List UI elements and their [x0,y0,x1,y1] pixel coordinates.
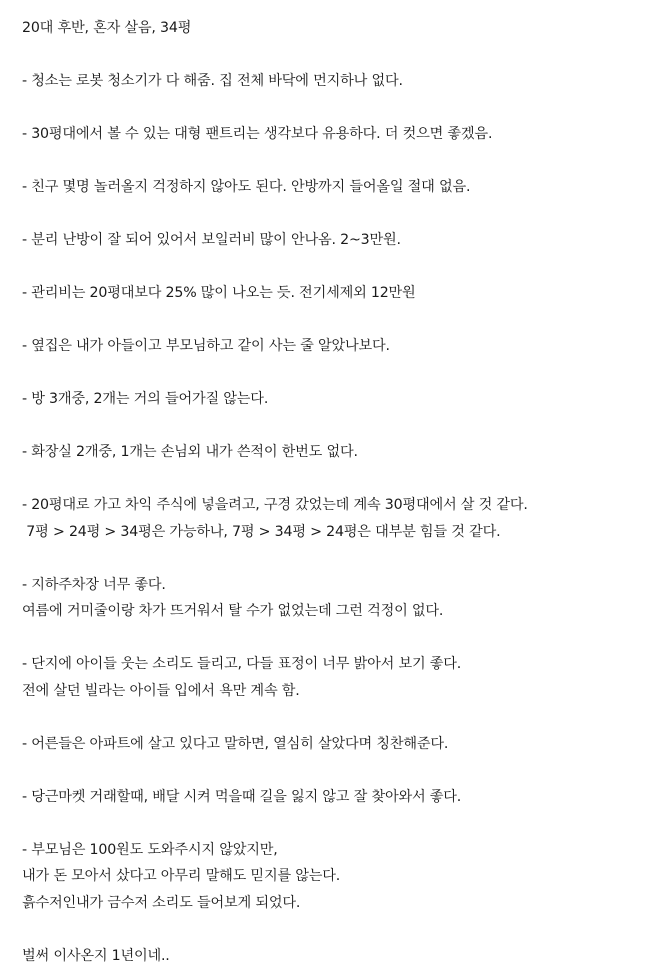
text-line: - 단지에 아이들 웃는 소리도 들리고, 다들 표정이 너무 밝아서 보기 좋다. [22,656,462,672]
text-line: - 방 3개중, 2개는 거의 들어가질 않는다. [22,391,269,407]
text-line: - 20평대로 가고 차익 주식에 넣을려고, 구경 갔었는데 계속 30평대에서 살 것 같다. [22,497,528,513]
blank-line [22,42,652,69]
text-line: 벌써 이사온지 1년이네.. [22,947,170,964]
blank-line [22,360,652,387]
post-header: 20대 후반, 혼자 살음, 34평 [22,20,192,36]
text-line: 여름에 거미줄이랑 차가 뜨거워서 탈 수가 없었는데 그런 걱정이 없다. [22,603,444,619]
blank-line [22,148,652,175]
text-line: 전에 살던 빌라는 아이들 입에서 욕만 계속 함. [22,682,300,699]
blank-line [22,466,652,493]
blank-line [22,413,652,440]
blank-line [22,201,652,228]
text-line: 내가 돈 모아서 샀다고 아무리 말해도 믿지를 않는다. [22,868,341,884]
blank-line [22,95,652,122]
text-line: - 화장실 2개중, 1개는 손님외 내가 쓴적이 한번도 없다. [22,444,358,460]
blank-line [22,704,652,731]
blank-line [22,810,652,837]
post-body [22,15,652,969]
text-line: - 어른들은 아파트에 살고 있다고 말하면, 열심히 살았다며 칭찬해준다. [22,735,449,752]
text-line: 7평 > 24평 > 34평은 가능하나, 7평 > 34평 > 24평은 대부분 힘들 것 같다. [22,523,501,540]
text-line: - 30평대에서 볼 수 있는 대형 팬트리는 생각보다 유용하다. 더 컷으면 좋겠음. [22,126,493,142]
text-line: - 분리 난방이 잘 되어 있어서 보일러비 많이 안나옴. 2~3만원. [22,232,401,248]
blank-line [22,307,652,334]
blank-line [22,545,652,572]
text-line: - 옆집은 내가 아들이고 부모님하고 같이 사는 줄 알았나보다. [22,338,390,354]
text-line: - 당근마켓 거래할때, 배달 시켜 먹을때 길을 잃지 않고 잘 찾아와서 좋다. [22,788,462,805]
text-line: - 청소는 로봇 청소기가 다 해줌. 집 전체 바닥에 먼지하나 없다. [22,73,403,89]
text-line: - 지하주차장 너무 좋다. [22,576,166,593]
post-lines [22,42,652,969]
text-line: - 부모님은 100원도 도와주시지 않았지만, [22,841,278,858]
text-line: 흙수저인내가 금수저 소리도 들어보게 되었다. [22,894,301,911]
text-line: - 관리비는 20평대보다 25% 많이 나오는 듯. 전기세제외 12만원 [22,285,416,301]
blank-line [22,757,652,784]
blank-line [22,254,652,281]
text-line: - 친구 몇명 놀러올지 걱정하지 않아도 된다. 안방까지 들어올일 절대 없음. [22,179,471,195]
blank-line [22,625,652,652]
blank-line [22,916,652,943]
